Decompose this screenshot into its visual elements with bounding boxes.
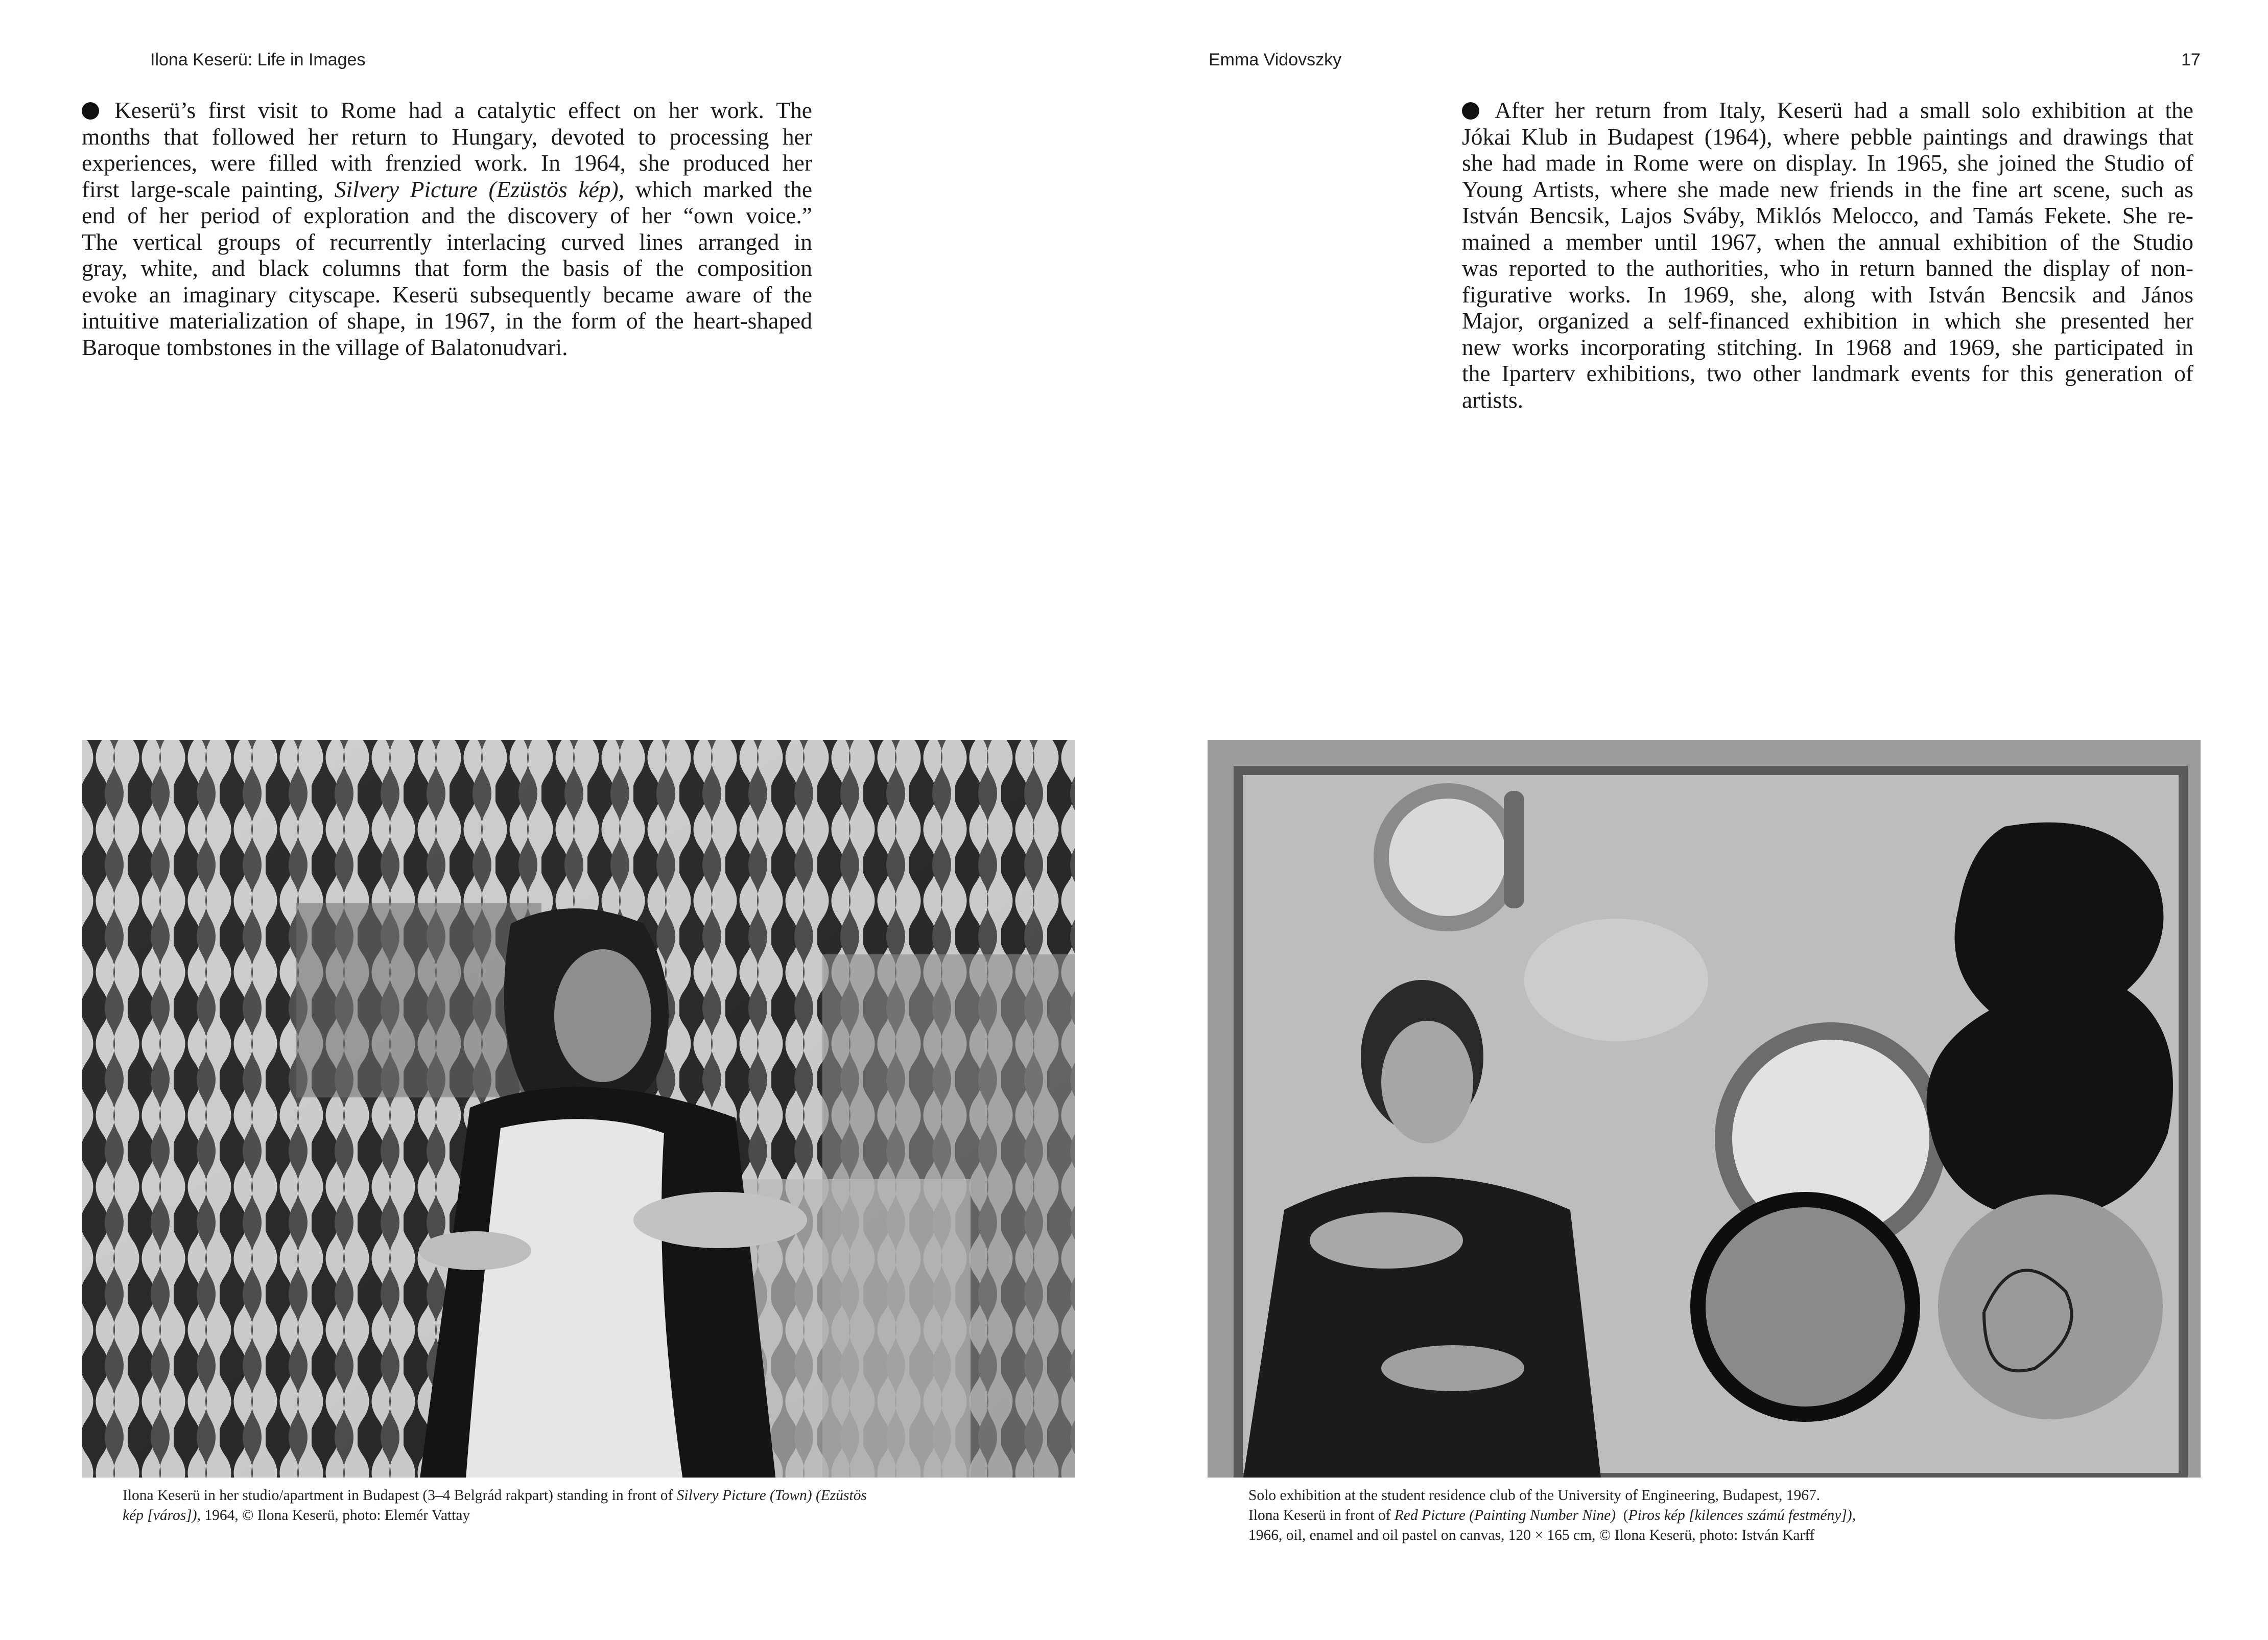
left-line: end of her period of exploration and the discovery of her “own voice.” [82, 202, 812, 228]
caption-text: Ilona Keserü in her studio/apartment in Budapest (3–4 Belgrád rakpart) standing in front of [123, 1487, 673, 1504]
artwork-title: Silvery Picture (Ezüstös kép), [334, 176, 625, 202]
caption-text: Solo exhibition at the student residence club of the University of Engineering, Budapest, 1967. [1248, 1487, 1821, 1504]
caption-text: 1964, © Ilona Keserü, photo: Elemér Vattay [204, 1507, 470, 1524]
left-line: which marked the [635, 176, 812, 202]
right-line: mained a member until 1967, when the annual exhibition of the Studio [1462, 228, 2193, 255]
right-paragraph [1462, 97, 2193, 413]
right-caption: Solo exhibition at the student residence club of the University of Engineering, Budapest, 1967. Ilona Keserü in front of Red Picture (Painting Number Nine) (Piros kép [kilences számú festmény]), 1966, oil, enamel and oil pastel on canvas, 120 × 165 cm, © Ilona Keserü, photo: István Karff [1248, 1486, 2168, 1545]
bullet-icon [1462, 102, 1479, 120]
left-paragraph [82, 97, 812, 360]
left-line: The vertical groups of recurrently interlacing curved lines arranged in [82, 228, 812, 255]
right-line: was reported to the authorities, who in return banned the display of non- [1462, 255, 2193, 281]
left-line: Keserü’s first visit to Rome had a catalytic effect on her work. The [114, 97, 812, 123]
caption-text: Ilona Keserü in front of [1248, 1507, 1391, 1524]
right-line: Major, organized a self-financed exhibition in which she presented her [1462, 308, 2193, 334]
right-line: István Bencsik, Lajos Sváby, Miklós Melocco, and Tamás Fekete. She re- [1462, 202, 2193, 228]
caption-text: 1966, oil, enamel and oil pastel on canvas, 120 × 165 cm, © Ilona Keserü, photo: István Karff [1248, 1527, 1815, 1543]
bullet-icon [82, 102, 99, 120]
left-line: intuitive materialization of shape, in 1967, in the form of the heart-shaped [82, 308, 812, 334]
left-line: gray, white, and black columns that form the basis of the composition [82, 255, 812, 281]
left-line: evoke an imaginary cityscape. Keserü subsequently became aware of the [82, 281, 812, 308]
right-line: the Iparterv exhibitions, two other landmark events for this generation of [1462, 360, 2193, 386]
right-line: Jókai Klub in Budapest (1964), where pebble paintings and drawings that [1462, 123, 2193, 150]
artwork-title: Silvery Picture (Town) (Ezüstös [676, 1487, 867, 1504]
running-head-author: Emma Vidovszky [1209, 50, 1342, 69]
right-line: she had made in Rome were on display. In 1965, she joined the Studio of [1462, 150, 2193, 176]
page-number: 17 [2181, 50, 2201, 69]
right-line: After her return from Italy, Keserü had a small solo exhibition at the [1495, 97, 2193, 123]
left-line: experiences, were filled with frenzied work. In 1964, she produced her [82, 150, 812, 176]
studio-photo [82, 740, 1075, 1478]
right-line: figurative works. In 1969, she, along with István Bencsik and János [1462, 281, 2193, 308]
right-line: artists. [1462, 386, 1524, 413]
right-line: new works incorporating stitching. In 1968 and 1969, she participated in [1462, 334, 2193, 360]
left-caption [123, 1486, 1032, 1526]
exhibition-photo [1208, 740, 2201, 1478]
artwork-title-hungarian: Piros kép [kilences számú festmény]), [1628, 1507, 1856, 1524]
running-head-left: Ilona Keserü: Life in Images [150, 50, 366, 69]
left-line: first large-scale painting, [82, 176, 324, 202]
left-line: months that followed her return to Hungary, devoted to processing her [82, 123, 812, 150]
right-line: Young Artists, where she made new friends in the fine art scene, such as [1462, 176, 2193, 202]
artwork-title: Red Picture (Painting Number Nine) [1394, 1507, 1616, 1524]
artwork-title: kép [város]), [123, 1507, 201, 1524]
left-line: Baroque tombstones in the village of Balatonudvari. [82, 334, 568, 360]
